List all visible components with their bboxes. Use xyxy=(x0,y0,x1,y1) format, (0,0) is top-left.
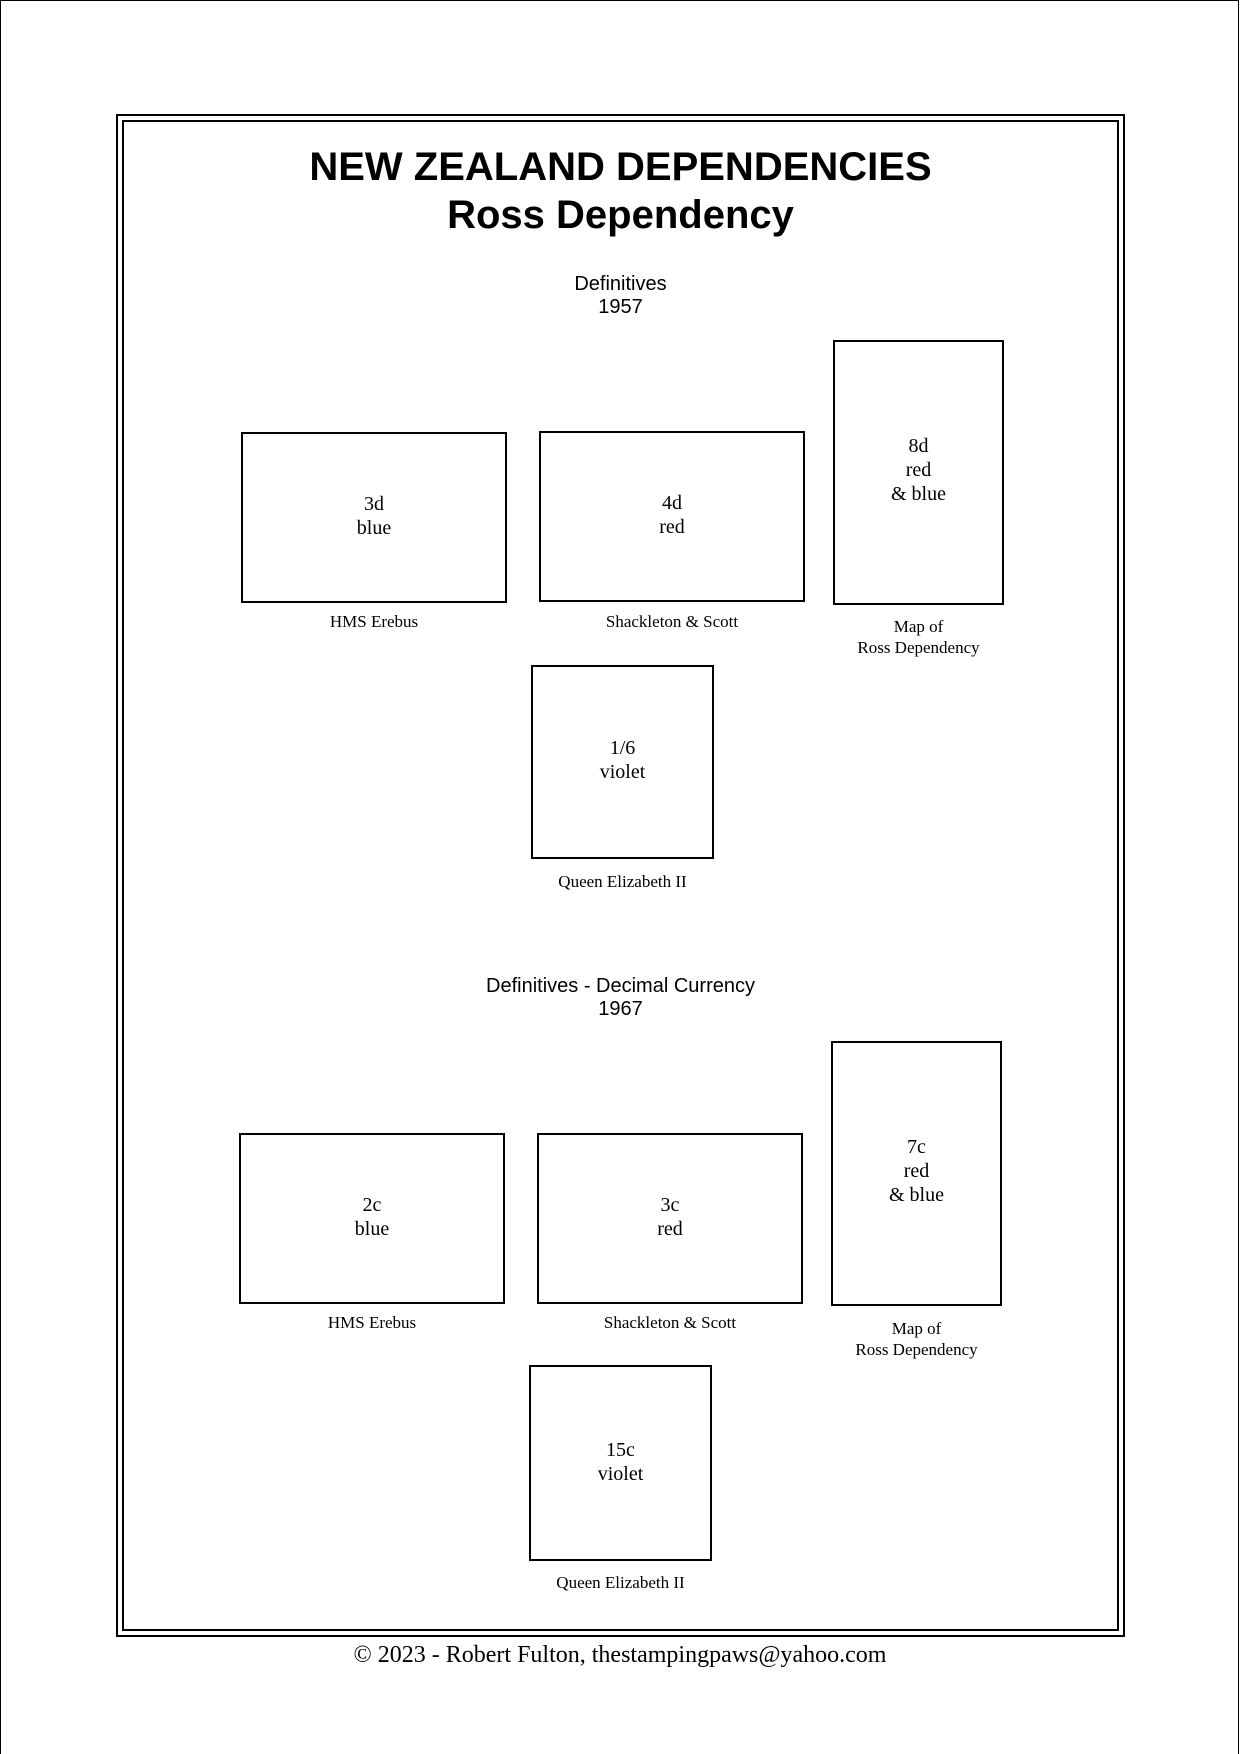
copyright-footer: © 2023 - Robert Fulton, thestampingpaws@yahoo.com xyxy=(353,1642,887,1668)
caption-line: HMS Erebus xyxy=(327,1313,417,1332)
section-1-heading xyxy=(122,273,1119,319)
stamp-colour: & blue xyxy=(889,1184,944,1206)
caption-line: Ross Dependency xyxy=(857,638,980,657)
stamp-caption xyxy=(537,1312,803,1333)
stamp-colour: red xyxy=(659,516,685,538)
stamp-value: 3d xyxy=(364,493,384,515)
stamp-label xyxy=(241,1193,503,1241)
stamp-caption xyxy=(506,871,739,892)
stamp-value: 4d xyxy=(662,492,682,514)
page-title xyxy=(122,143,1119,239)
stamp-colour: violet xyxy=(597,1463,644,1485)
stamp-label xyxy=(539,1193,801,1241)
stamp-label xyxy=(835,434,1002,506)
stamp-colour: red xyxy=(657,1218,683,1240)
caption-line: Queen Elizabeth II xyxy=(556,1573,685,1592)
stamp-caption xyxy=(239,1312,505,1333)
stamp-caption xyxy=(818,616,1019,658)
stamp-label xyxy=(531,1438,710,1486)
stamp-value: 3c xyxy=(660,1194,680,1216)
stamp-space-3c xyxy=(537,1133,803,1304)
stamp-colour: & blue xyxy=(891,483,946,505)
stamp-value: 8d xyxy=(908,435,929,457)
title-line-2: Ross Dependency xyxy=(447,193,794,237)
stamp-colour: red xyxy=(903,1160,930,1182)
caption-line: Map of xyxy=(891,1319,942,1338)
caption-line: Shackleton & Scott xyxy=(603,1313,737,1332)
stamp-space-3d xyxy=(241,432,507,603)
stamp-value: 2c xyxy=(362,1194,382,1216)
section-2-title: Definitives - Decimal Currency xyxy=(486,975,755,997)
stamp-value: 15c xyxy=(606,1439,635,1461)
stamp-label xyxy=(833,1135,1000,1207)
section-1-title: Definitives xyxy=(574,273,667,295)
caption-line: Ross Dependency xyxy=(855,1340,978,1359)
caption-line: HMS Erebus xyxy=(329,612,419,631)
stamp-label xyxy=(541,491,803,539)
title-line-1: NEW ZEALAND DEPENDENCIES xyxy=(309,145,932,189)
stamp-caption xyxy=(539,611,805,632)
caption-line: Queen Elizabeth II xyxy=(558,872,687,891)
stamp-caption xyxy=(504,1572,737,1593)
stamp-space-8d xyxy=(833,340,1004,605)
stamp-colour: violet xyxy=(599,761,646,783)
stamp-colour: red xyxy=(905,459,932,481)
stamp-space-2c xyxy=(239,1133,505,1304)
section-1-year: 1957 xyxy=(598,296,643,318)
stamp-label xyxy=(243,492,505,540)
caption-line: Map of xyxy=(893,617,944,636)
stamp-colour: blue xyxy=(354,1218,390,1240)
stamp-value: 1/6 xyxy=(609,737,636,759)
stamp-colour: blue xyxy=(356,517,392,539)
stamp-caption xyxy=(241,611,507,632)
stamp-space-4d xyxy=(539,431,805,602)
stamp-value: 7c xyxy=(907,1136,926,1158)
stamp-label xyxy=(533,736,712,784)
stamp-space-15c xyxy=(529,1365,712,1561)
section-2-year: 1967 xyxy=(598,998,643,1020)
section-2-heading xyxy=(122,975,1119,1021)
caption-line: Shackleton & Scott xyxy=(605,612,739,631)
stamp-caption xyxy=(816,1318,1017,1360)
stamp-space-1-6 xyxy=(531,665,714,859)
stamp-space-7c xyxy=(831,1041,1002,1306)
